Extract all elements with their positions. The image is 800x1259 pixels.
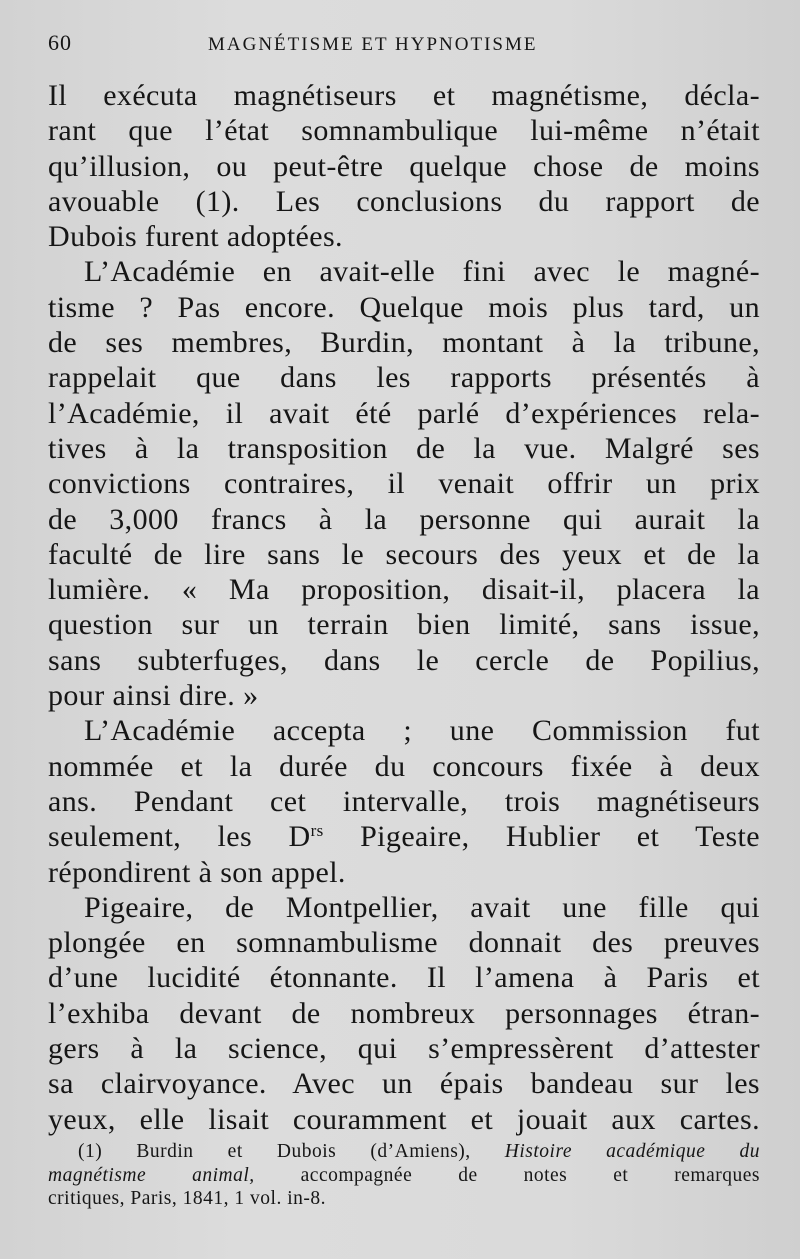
text-line: ans. Pendant cet intervalle, trois magnétiseurs [48, 784, 760, 818]
footnote-line [48, 1164, 760, 1188]
body-text [48, 78, 760, 1137]
text-line: pour ainsi dire. » [48, 679, 259, 713]
footnote [48, 1140, 760, 1211]
text-line: nommée et la durée du concours fixée à deux [48, 749, 760, 783]
text-line: tisme ? Pas encore. Quelque mois plus tard, un [48, 290, 760, 324]
text-line: sa clairvoyance. Avec un épais bandeau sur les [48, 1067, 760, 1101]
text-line: qu’illusion, ou peut-être quelque chose de moins [48, 149, 760, 183]
text-line: l’exhiba devant de nombreux personnages étran- [48, 996, 760, 1030]
text-line: tives à la transposition de la vue. Malgré ses [48, 431, 760, 465]
footnote-line: critiques, Paris, 1841, 1 vol. in-8. [48, 1188, 326, 1209]
footnote-text: accompagnée de notes et remarques [254, 1164, 760, 1186]
text-line: plongée en somnambulisme donnait des preuves [48, 926, 760, 960]
text-line: question sur un terrain bien limité, sans issue, [48, 608, 760, 642]
text-fragment: Pigeaire, Hublier et Teste [360, 820, 760, 854]
text-line: de ses membres, Burdin, montant à la tribune, [48, 326, 760, 360]
running-title: MAGNÉTISME ET HYPNOTISME [208, 34, 538, 55]
superscript: rs [310, 821, 324, 841]
text-line: faculté de lire sans le secours des yeux et de la [48, 537, 760, 571]
footnote-line [48, 1140, 760, 1164]
text-line: rappelait que dans les rapports présentés à [48, 361, 760, 395]
text-line: Il exécuta magnétiseurs et magnétisme, décla- [48, 79, 760, 112]
text-line: répondirent à son appel. [48, 855, 346, 889]
text-line: yeux, elle lisait couramment et jouait aux cartes. [48, 1102, 760, 1136]
text-line: Dubois furent adoptées. [48, 220, 343, 254]
footnote-marker: (1) Burdin et Dubois (d’Amiens), [78, 1141, 505, 1162]
text-fragment: seulement, les D [48, 820, 311, 854]
page-number: 60 [48, 30, 72, 55]
text-line: lumière. « Ma proposition, disait-il, placera la [48, 573, 760, 607]
text-line: L’Académie accepta ; une Commission fut [84, 714, 760, 748]
text-line: l’Académie, il avait été parlé d’expériences rela- [48, 396, 760, 430]
footnote-title: Histoire académique du [504, 1141, 760, 1162]
text-line: avouable (1). Les conclusions du rapport de [48, 184, 760, 218]
footnote-title: magnétisme animal, [48, 1164, 255, 1186]
text-line: L’Académie en avait-elle fini avec le magné- [84, 255, 760, 289]
page-header [48, 30, 760, 64]
text-line: d’une lucidité étonnante. Il l’amena à Paris et [48, 961, 760, 995]
text-line: rant que l’état somnambulique lui-même n’était [48, 114, 760, 148]
text-line: de 3,000 francs à la personne qui aurait la [48, 502, 760, 536]
text-line: convictions contraires, il venait offrir un prix [48, 467, 760, 501]
text-line: sans subterfuges, dans le cercle de Popilius, [48, 643, 760, 677]
text-line: Pigeaire, de Montpellier, avait une fille qui [84, 890, 760, 924]
text-line-with-superscript [48, 819, 760, 854]
text-line: gers à la science, qui s’empressèrent d’attester [48, 1032, 760, 1066]
